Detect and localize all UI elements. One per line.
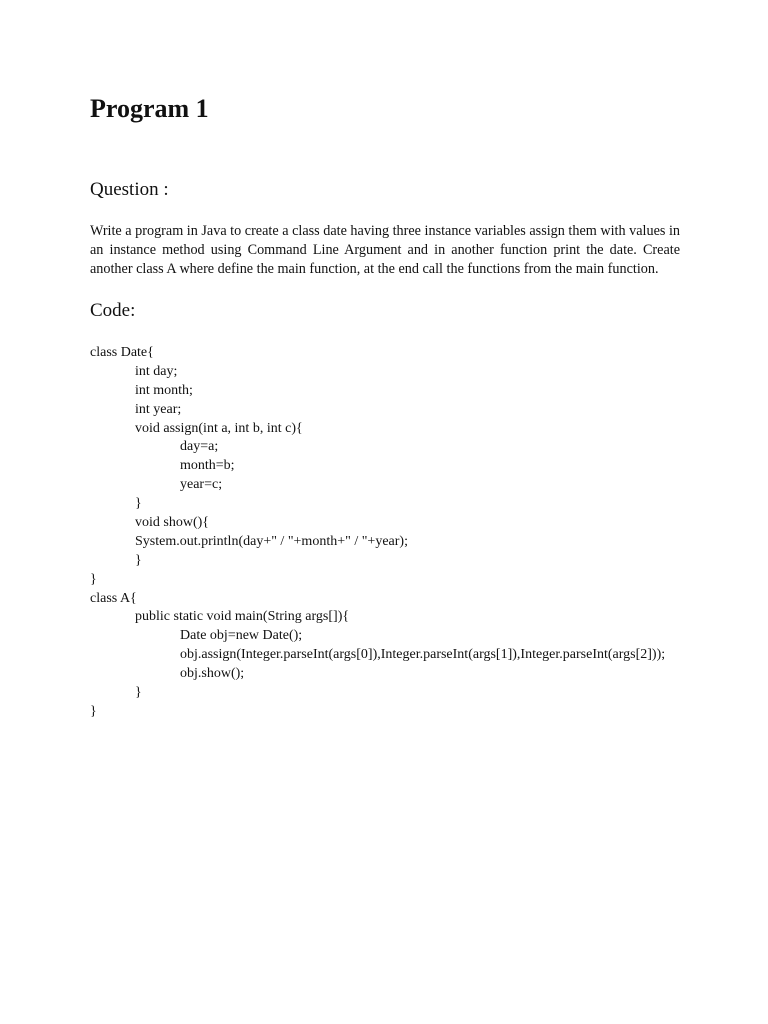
code-line: class Date{ (90, 345, 154, 360)
code-line: } (135, 685, 142, 701)
code-line: void assign(int a, int b, int c){ (135, 420, 303, 436)
code-line: Date obj=new Date(); (180, 628, 303, 644)
code-line: month=b; (180, 458, 235, 474)
code-line: class A{ (90, 590, 137, 606)
page-title: Program 1 (90, 94, 209, 123)
code-line: int month; (135, 382, 193, 398)
code-line: obj.show(); (180, 666, 245, 682)
code-line: } (90, 703, 97, 719)
question-heading: Question : (90, 179, 169, 200)
code-line: System.out.println(day+" / "+month+" / "+year); (135, 533, 408, 549)
code-line: } (90, 571, 97, 587)
code-line: obj.assign(Integer.parseInt(args[0]),Integer.parseInt(args[1]),Integer.parseInt(args[2])); (180, 647, 666, 663)
code-line: public static void main(String args[]){ (135, 609, 350, 625)
code-line: } (135, 552, 142, 568)
code-line: day=a; (180, 439, 219, 455)
code-block (90, 344, 730, 722)
code-line: } (135, 496, 142, 512)
code-line: year=c; (180, 477, 223, 493)
question-text: Write a program in Java to create a class date having three instance variables assign them with values in an instance method using Command Line Argument and in another function print the date. Create another class A where define the main function, at the end call the functions from the main function. (90, 223, 680, 277)
code-line: int year; (135, 401, 182, 417)
code-line: int day; (135, 363, 178, 379)
code-line: void show(){ (135, 515, 209, 531)
code-heading: Code: (90, 300, 136, 321)
